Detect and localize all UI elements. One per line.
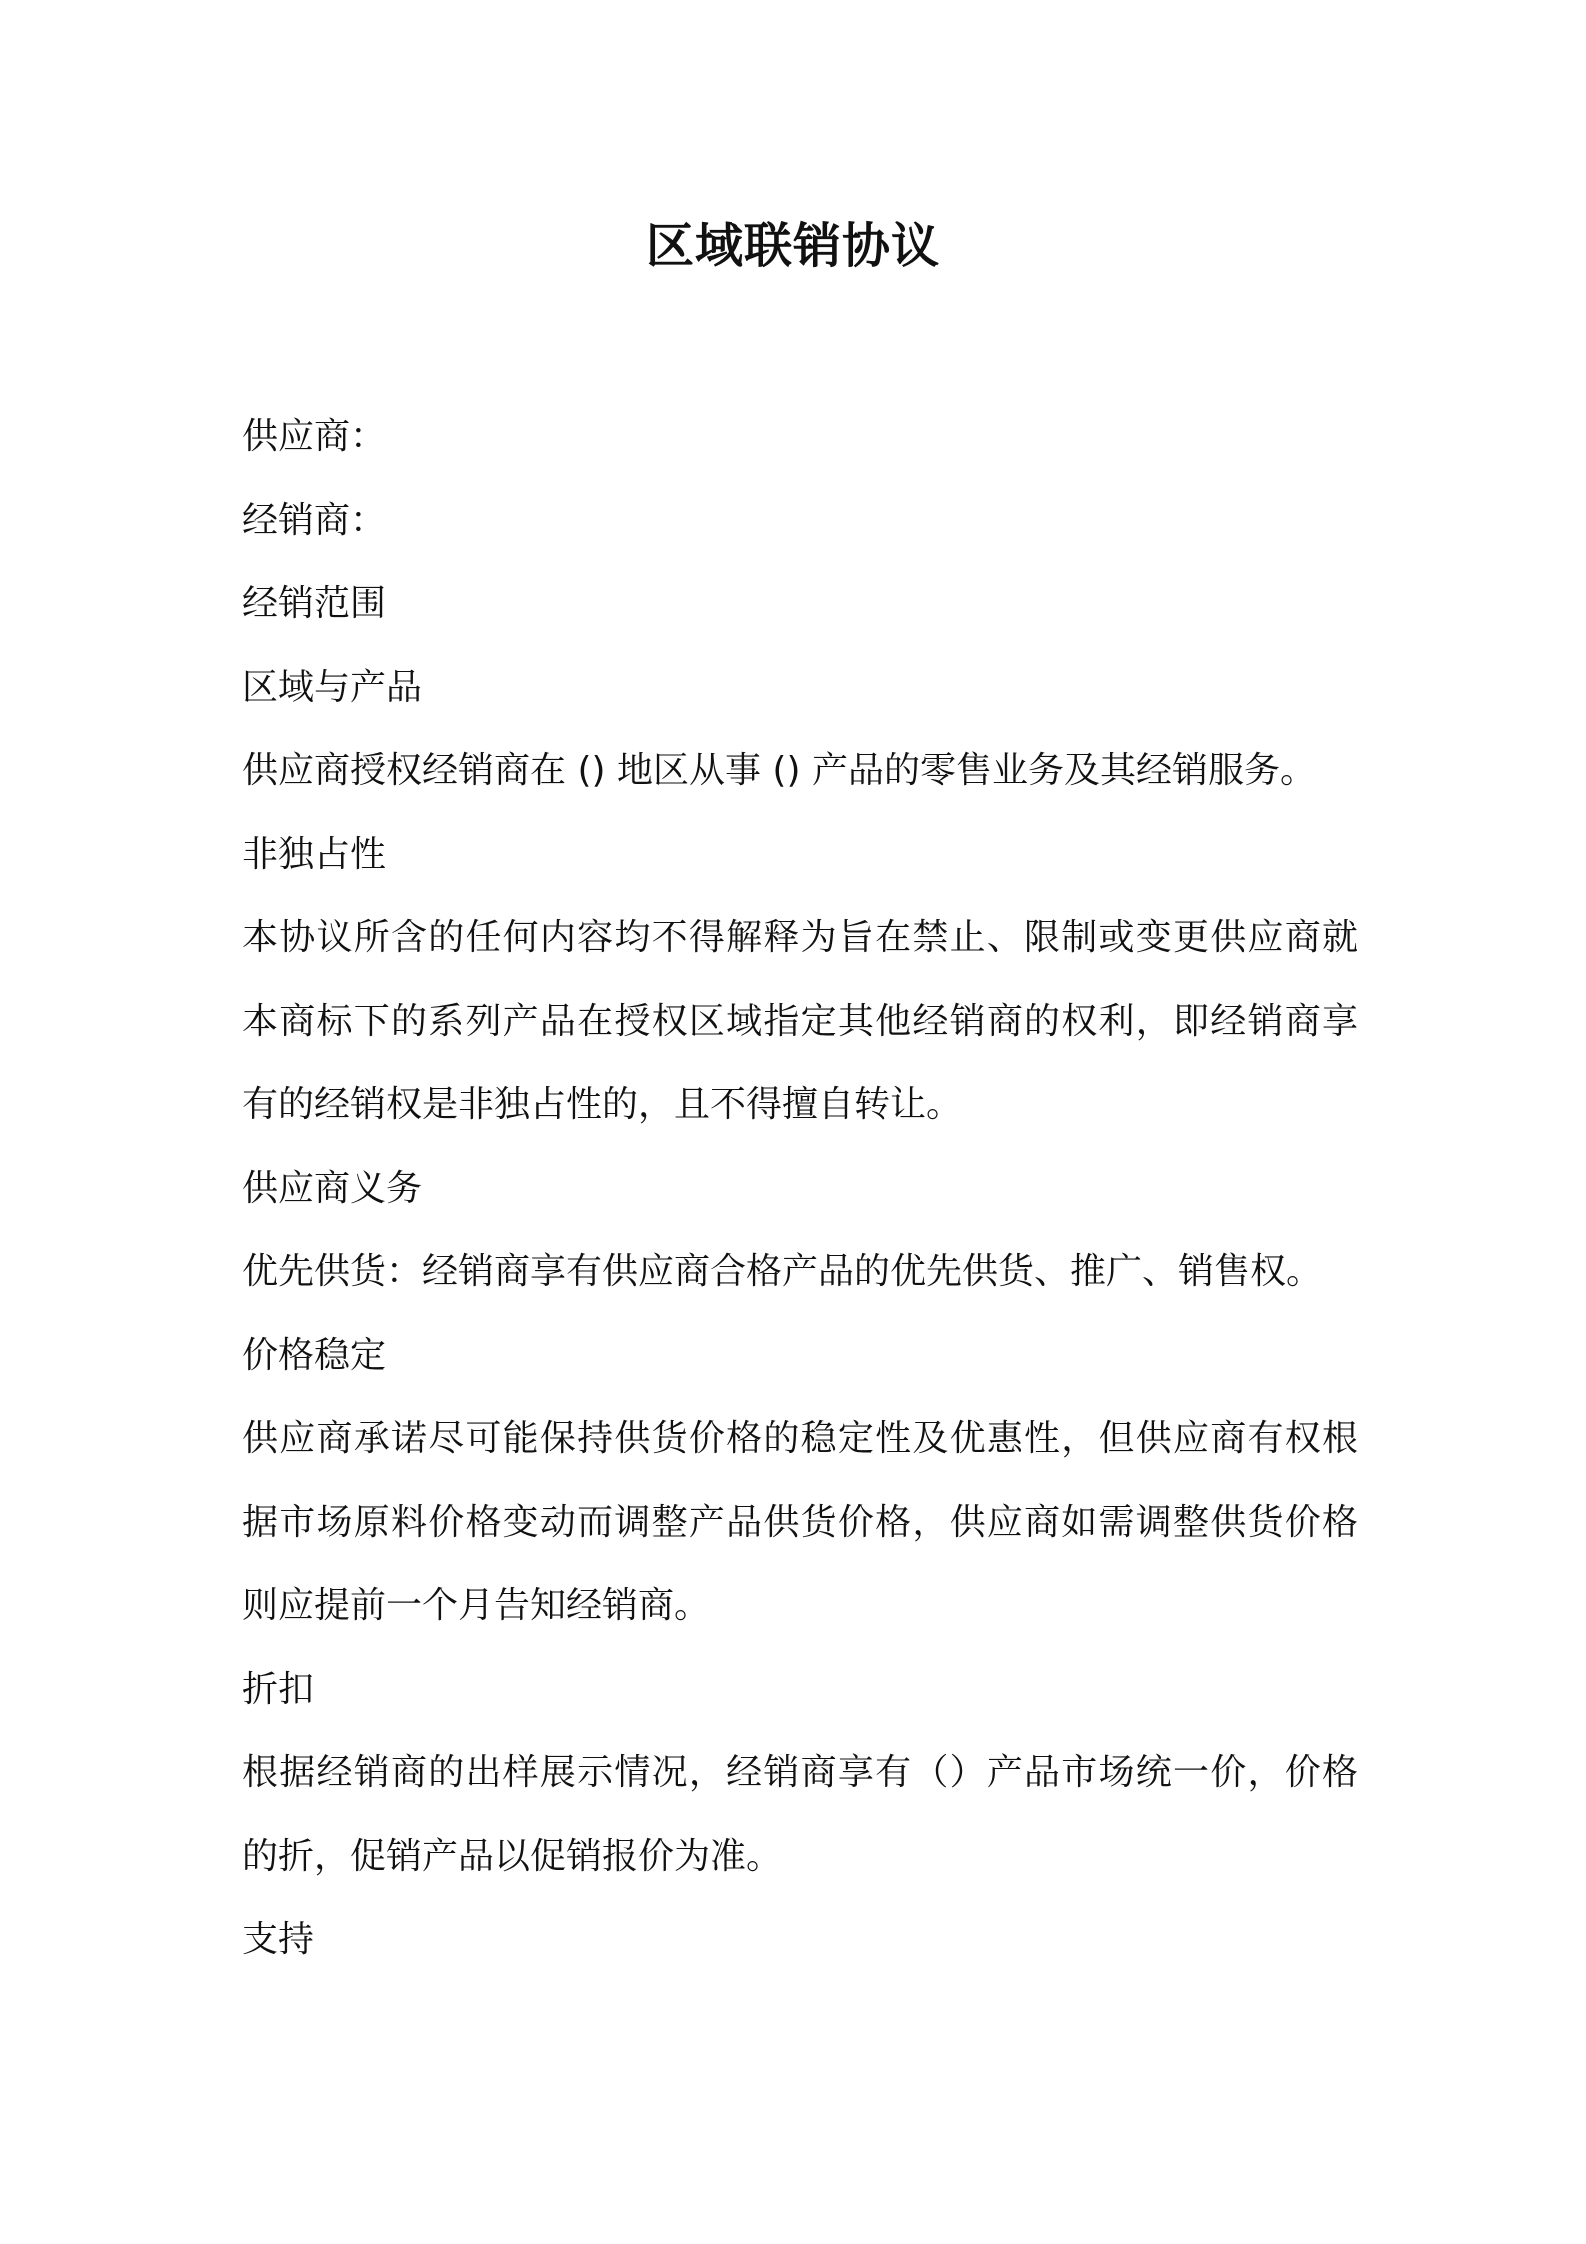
subheading-region-product: 区域与产品 [242,666,423,708]
subheading-non-exclusive: 非独占性 [242,833,387,875]
paragraph-line: 本协议所含的任何内容均不得解释为旨在禁止、限制或变更供应商就 [242,917,1358,958]
subheading-price-stability: 价格稳定 [242,1334,387,1376]
paragraph-line: 有的经销权是非独占性的，且不得擅自转让。 [242,1084,963,1125]
section-heading-scope: 经销范围 [242,583,387,624]
paragraph-line: 供应商授权经销商在 () 地区从事 () 产品的零售业务及其经销服务。 [242,750,1316,791]
document-title: 区域联销协议 [645,218,940,274]
section-heading-supplier-obligations: 供应商义务 [242,1167,423,1209]
paragraph-line: 供应商承诺尽可能保持供货价格的稳定性及优惠性，但供应商有权根 [242,1418,1358,1459]
paragraph-line: 据市场原料价格变动而调整产品供货价格，供应商如需调整供货价格 [242,1501,1358,1543]
paragraph-line: 的折，促销产品以促销报价为准。 [242,1835,783,1877]
paragraph-line: 则应提前一个月告知经销商。 [242,1585,711,1626]
subheading-discount: 折扣 [242,1668,315,1710]
paragraph-line: 优先供货：经销商享有供应商合格产品的优先供货、推广、销售权。 [242,1251,1323,1292]
supplier-label: 供应商： [242,416,387,457]
paragraph-line: 根据经销商的出样展示情况，经销商享有（）产品市场统一价，价格 [242,1752,1358,1793]
document-body [242,395,1358,1982]
paragraph-line: 本商标下的系列产品在授权区域指定其他经销商的权利，即经销商享 [242,1000,1358,1042]
subheading-support: 支持 [242,1919,315,1960]
distributor-label: 经销商： [242,499,387,541]
